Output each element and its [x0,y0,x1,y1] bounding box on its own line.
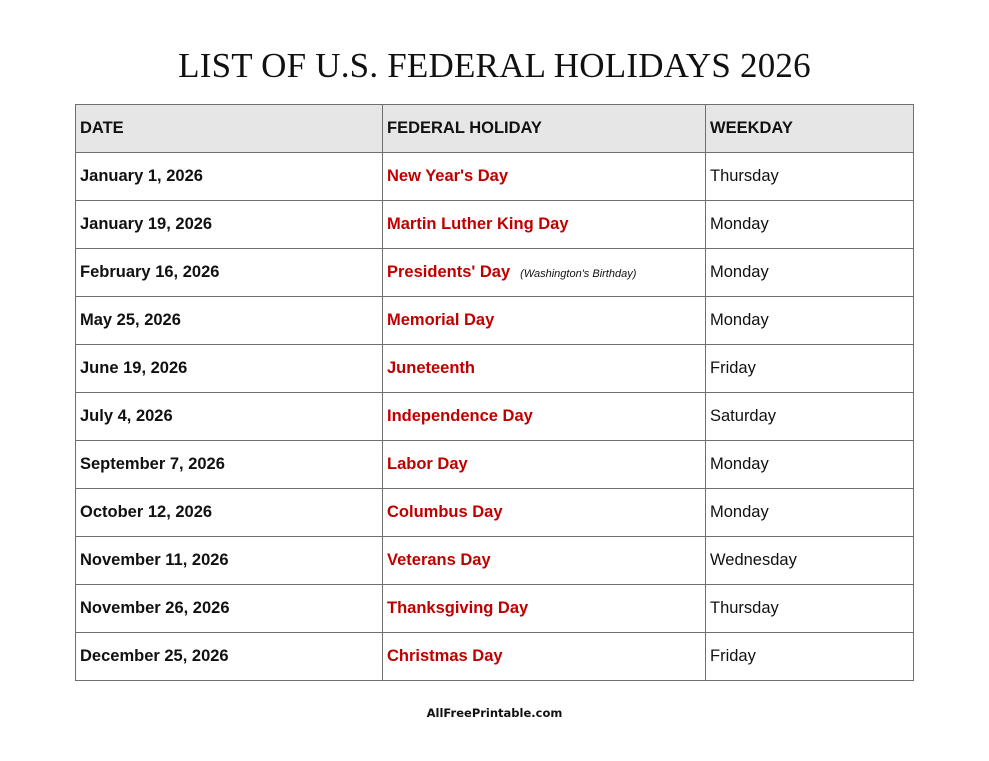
table-row [76,153,914,201]
weekday-cell: Friday [706,633,914,681]
holiday-name: Thanksgiving Day [387,599,529,617]
date-cell: October 12, 2026 [76,489,383,537]
column-header-holiday: FEDERAL HOLIDAY [383,105,706,153]
date-cell: September 7, 2026 [76,441,383,489]
holiday-cell [383,297,706,345]
table-row [76,249,914,297]
table-header-row [76,105,914,153]
holiday-cell [383,633,706,681]
page-title: LIST OF U.S. FEDERAL HOLIDAYS 2026 [178,46,811,85]
holiday-name: Labor Day [387,455,468,473]
weekday-cell: Monday [706,297,914,345]
holiday-name: Presidents' Day [387,263,511,281]
holiday-name: Columbus Day [387,503,503,521]
date-cell: November 26, 2026 [76,585,383,633]
holiday-cell [383,441,706,489]
holiday-cell [383,249,706,297]
date-cell: January 19, 2026 [76,201,383,249]
table-row [76,633,914,681]
date-cell: July 4, 2026 [76,393,383,441]
table-row [76,585,914,633]
footer-credit: AllFreePrintable.com [426,706,563,720]
holiday-note: (Washington's Birthday) [520,268,637,280]
holiday-cell [383,153,706,201]
holiday-cell [383,585,706,633]
holidays-table [75,104,914,681]
holiday-name: Memorial Day [387,311,495,329]
date-cell: December 25, 2026 [76,633,383,681]
weekday-cell: Monday [706,489,914,537]
date-cell: June 19, 2026 [76,345,383,393]
table-row [76,345,914,393]
table-row [76,297,914,345]
table-row [76,537,914,585]
weekday-cell: Wednesday [706,537,914,585]
holiday-cell [383,489,706,537]
date-cell: May 25, 2026 [76,297,383,345]
column-header-weekday: WEEKDAY [706,105,914,153]
weekday-cell: Saturday [706,393,914,441]
table-row [76,201,914,249]
holiday-name: Independence Day [387,407,533,425]
holiday-name: Veterans Day [387,551,491,569]
date-cell: February 16, 2026 [76,249,383,297]
holiday-name: New Year's Day [387,167,509,185]
holiday-cell [383,201,706,249]
holiday-cell [383,537,706,585]
holiday-name: Martin Luther King Day [387,215,569,233]
holiday-cell [383,345,706,393]
holiday-cell [383,393,706,441]
table-row [76,441,914,489]
table-row [76,489,914,537]
table-row [76,393,914,441]
weekday-cell: Thursday [706,585,914,633]
date-cell: January 1, 2026 [76,153,383,201]
holiday-name: Christmas Day [387,647,503,665]
weekday-cell: Thursday [706,153,914,201]
weekday-cell: Monday [706,441,914,489]
weekday-cell: Friday [706,345,914,393]
date-cell: November 11, 2026 [76,537,383,585]
weekday-cell: Monday [706,201,914,249]
weekday-cell: Monday [706,249,914,297]
holiday-name: Juneteenth [387,359,476,377]
column-header-date: DATE [76,105,383,153]
